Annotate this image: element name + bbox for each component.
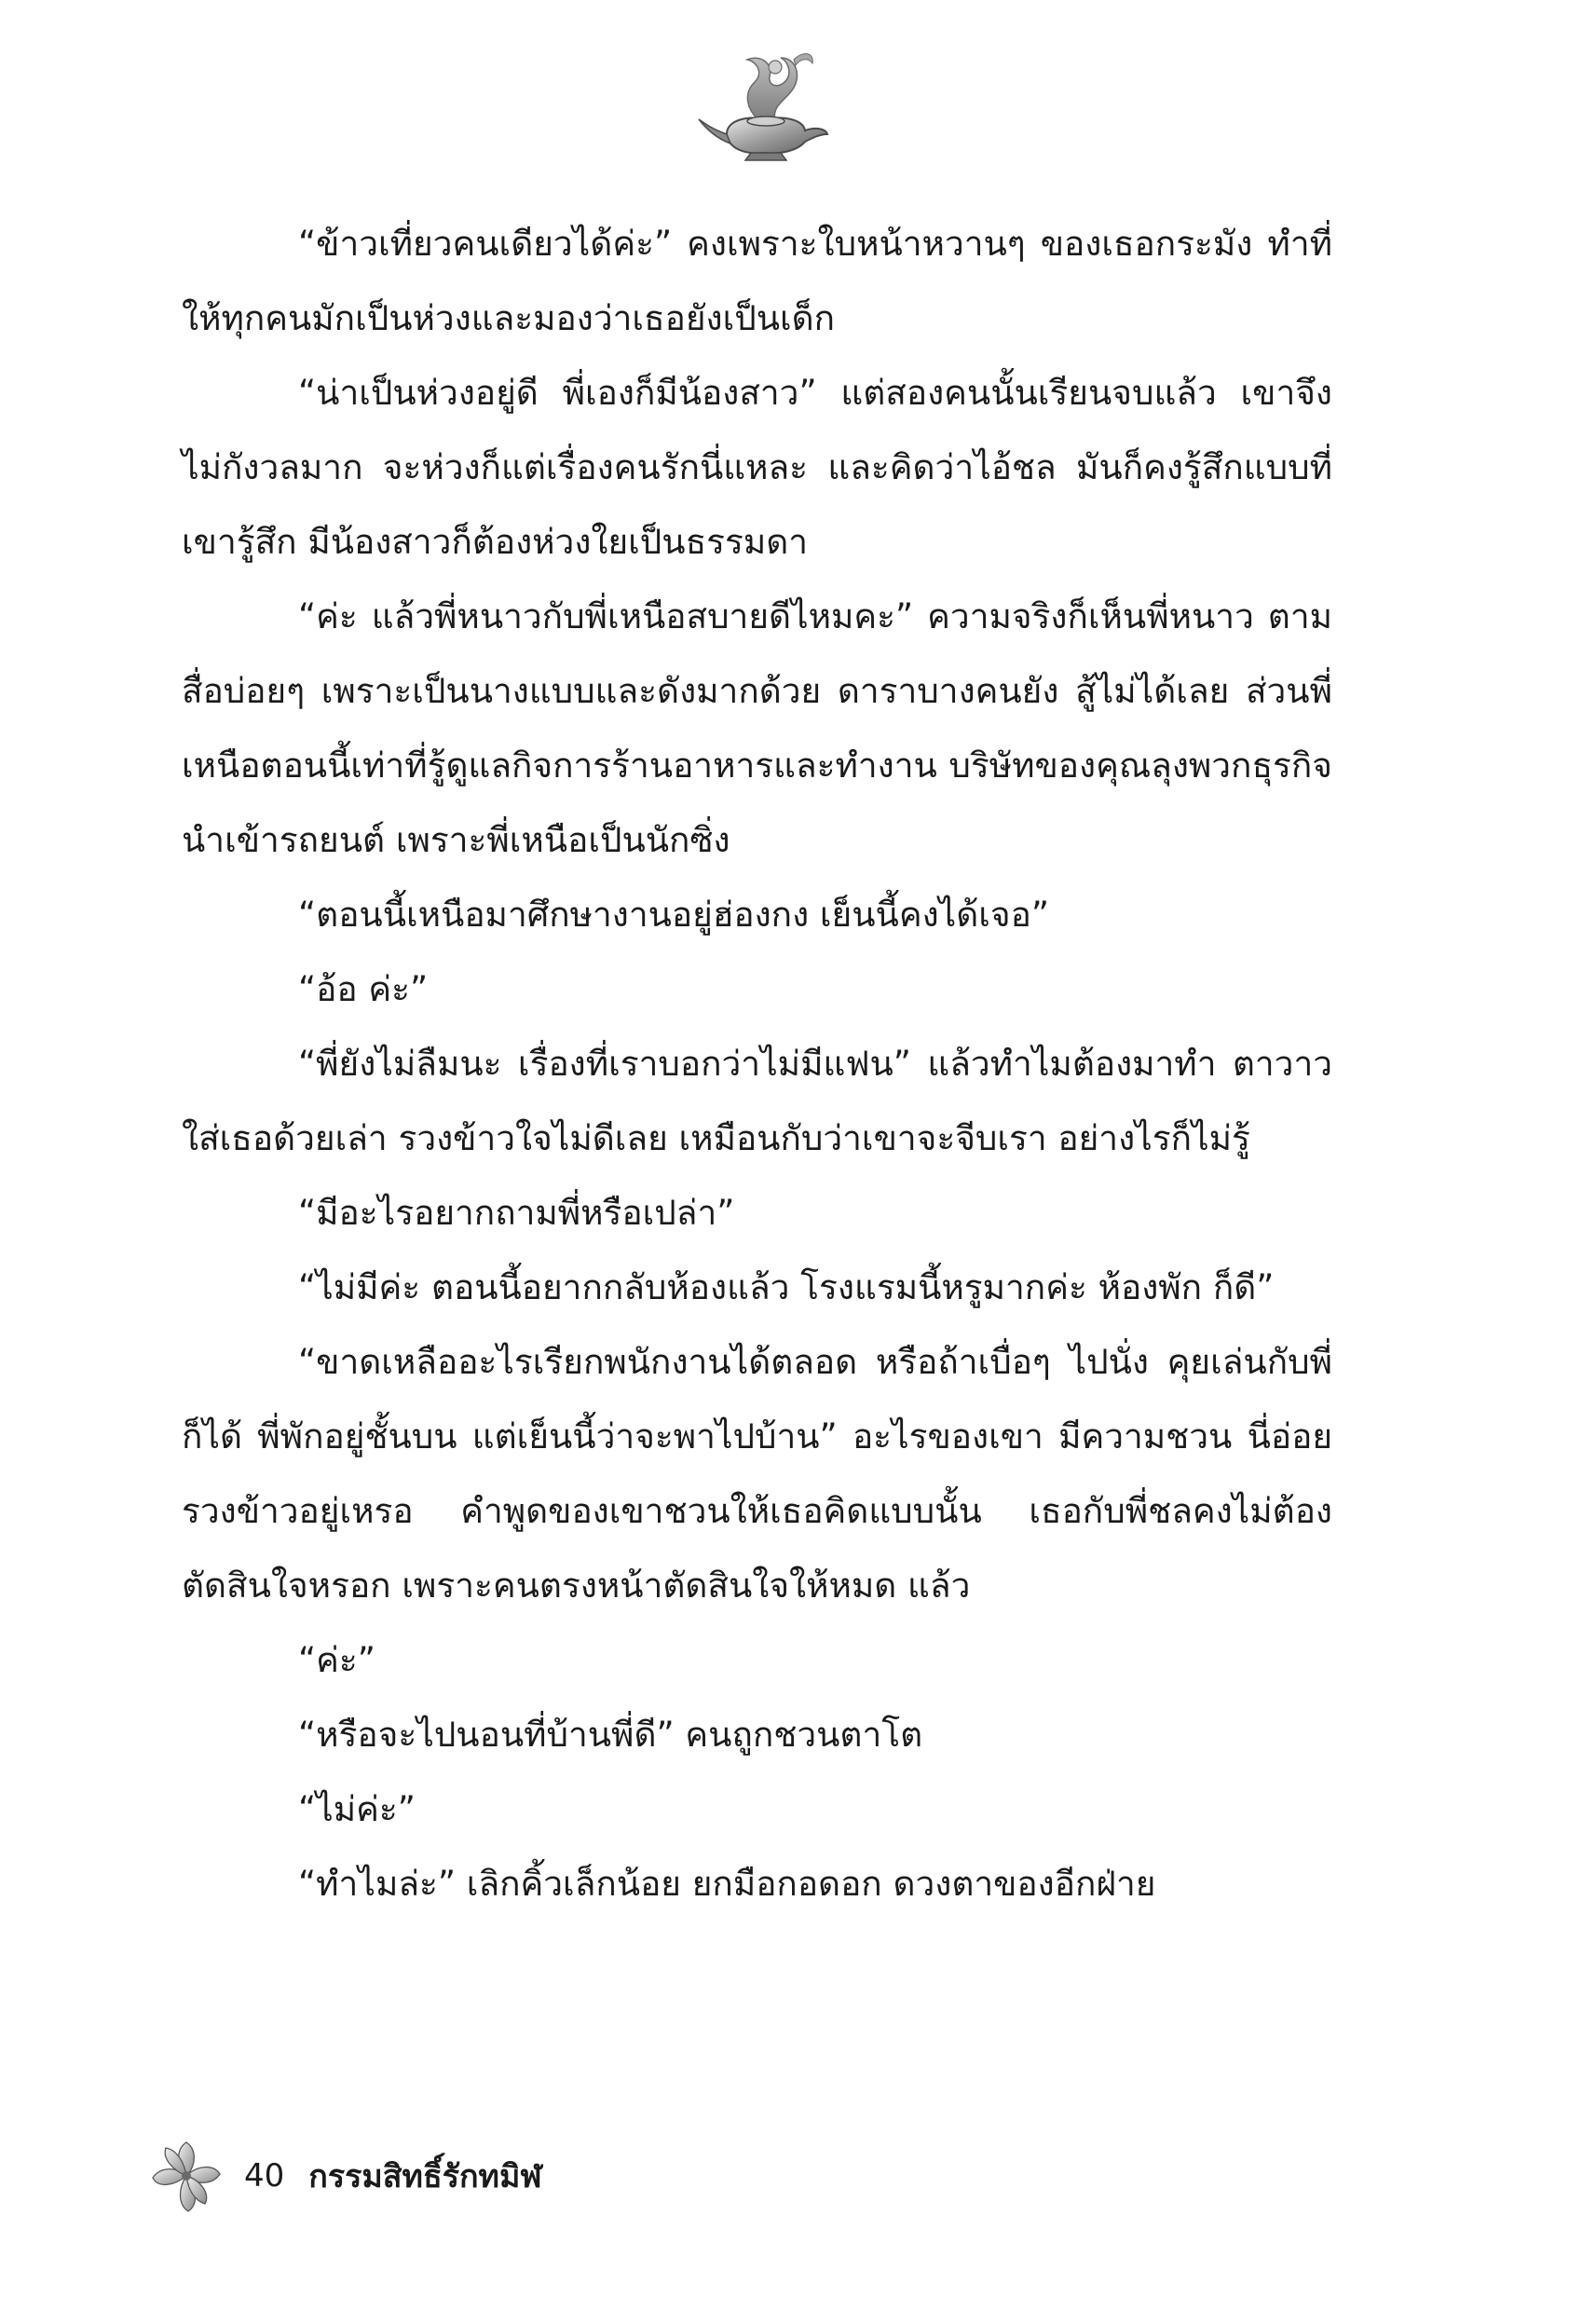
paragraph: “น่าเป็นห่วงอยู่ดี พี่เองก็มีน้องสาว” แต่สองคนนั้นเรียนจบแล้ว เขาจึงไม่กังวลมาก จะห่วงก็แต่เรื่องคนรักนี่แหละ และคิดว่าไอ้ชล มันก็คงรู้สึกแบบที่เขารู้สึก มีน้องสาวก็ต้องห่วงใยเป็นธรรมดา [182, 373, 1332, 562]
paragraph: “ค่ะ แล้วพี่หนาวกับพี่เหนือสบายดีไหมคะ” ความจริงก็เห็นพี่หนาว ตามสื่อบ่อยๆ เพราะเป็นนางแบบและดังมากด้วย ดาราบางคนยัง สู้ไม่ได้เลย ส่วนพี่เหนือตอนนี้เท่าที่รู้ดูแลกิจการร้านอาหารและทำงาน บริษัทของคุณลุงพวกธุรกิจนำเข้ารถยนต์ เพราะพี่เหนือเป็นนักซิ่ง [182, 596, 1332, 860]
paragraph: “หรือจะไปนอนที่บ้านพี่ดี” คนถูกชวนตาโต [298, 1715, 923, 1755]
book-title: กรรมสิทธิ์รักทมิฬ [308, 2158, 542, 2195]
paragraph: “ไม่ค่ะ” [298, 1789, 416, 1829]
page-footer [149, 2139, 542, 2213]
paragraph: “ทำไมล่ะ” เลิกคิ้วเล็กน้อย ยกมือกอดอก ดวงตาของอีกฝ่าย [298, 1864, 1156, 1904]
paragraph: “อ้อ ค่ะ” [298, 969, 429, 1009]
paragraph: “พี่ยังไม่ลืมนะ เรื่องที่เราบอกว่าไม่มีแฟน” แล้วทำไมต้องมาทำ ตาวาวใส่เธอด้วยเล่า รวงข้าวใจไม่ดีเลย เหมือนกับว่าเขาจะจีบเรา อย่างไรก็ไม่รู้ [182, 1044, 1332, 1158]
paragraph: “ข้าวเที่ยวคนเดียวได้ค่ะ” คงเพราะใบหน้าหวานๆ ของเธอกระมัง ทำที่ให้ทุกคนมักเป็นห่วงและมองว่าเธอยังเป็นเด็ก [182, 224, 1332, 338]
chapter-body [182, 207, 1332, 1921]
paragraph: “ตอนนี้เหนือมาศึกษางานอยู่ฮ่องกง เย็นนี้คงได้เจอ” [298, 895, 1049, 935]
paragraph: “ค่ะ” [298, 1640, 375, 1680]
paragraph: “ขาดเหลืออะไรเรียกพนักงานได้ตลอด หรือถ้าเบื่อๆ ไปนั่ง คุยเล่นกับพี่ก็ได้ พี่พักอยู่ชั้นบน แต่เย็นนี้ว่าจะพาไปบ้าน” อะไรของเขา มีความชวน นี่อ่อยรวงข้าวอยู่เหรอ คำพูดของเขาชวนให้เธอคิดแบบนั้น เธอกับพี่ชลคงไม่ต้องตัดสินใจหรอก เพราะคนตรงหน้าตัดสินใจให้หมด แล้ว [182, 1342, 1332, 1606]
paragraph: “ไม่มีค่ะ ตอนนี้อยากกลับห้องแล้ว โรงแรมนี้หรูมากค่ะ ห้องพัก ก็ดี” [298, 1267, 1275, 1307]
page-number: 40 [244, 2157, 285, 2195]
magic-lamp-genie-icon [689, 37, 839, 168]
paragraph: “มีอะไรอยากถามพี่หรือเปล่า” [298, 1193, 735, 1233]
lily-flower-icon [149, 2139, 224, 2213]
